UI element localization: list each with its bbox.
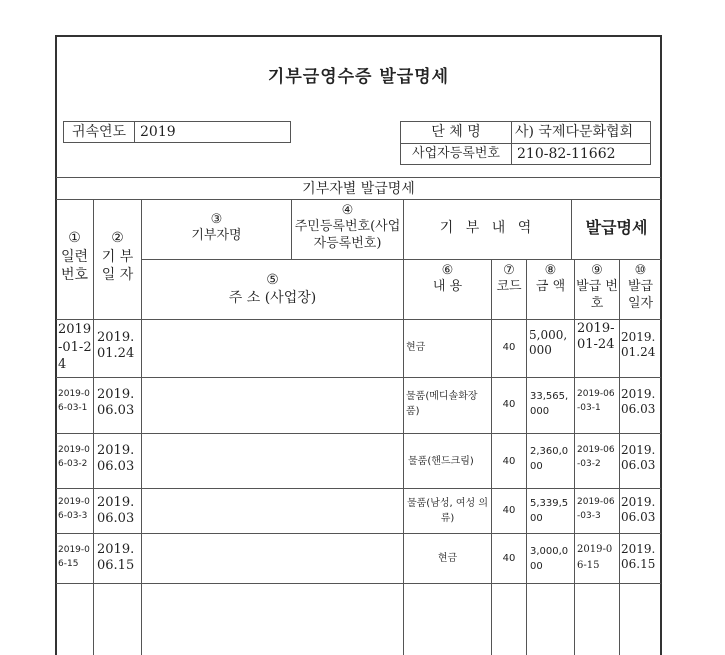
row3-issue-date: 2019.06.03 bbox=[621, 443, 656, 472]
row4-seq: 2019-06-03-3 bbox=[58, 497, 90, 521]
row1-date: 2019.01.24 bbox=[97, 330, 135, 362]
header-content: ⑥ 내 용 bbox=[432, 263, 463, 295]
row2-date: 2019.06.03 bbox=[97, 387, 135, 419]
row2-code: 40 bbox=[502, 399, 516, 410]
header-donor: ③ 기부자명 bbox=[191, 212, 242, 244]
row4-amount: 5,339,500 bbox=[530, 498, 569, 524]
row3-content: 물품(핸드크림) bbox=[408, 456, 474, 467]
row2-issue-date: 2019.06.03 bbox=[621, 387, 656, 416]
header-code: ⑦ 코드 bbox=[496, 263, 522, 295]
row1-content: 현금 bbox=[406, 342, 426, 353]
row4-content: 물품(남성, 여성 의류) bbox=[406, 498, 489, 524]
row3-amount: 2,360,000 bbox=[530, 446, 569, 472]
row5-code: 40 bbox=[502, 553, 516, 564]
row2-issue-no: 2019-06-03-1 bbox=[577, 389, 615, 413]
year-box bbox=[63, 121, 291, 143]
row3-seq: 2019-06-03-2 bbox=[58, 445, 90, 469]
org-label: 단 체 명 bbox=[431, 124, 481, 140]
row4-issue-date: 2019.06.03 bbox=[621, 495, 656, 524]
row2-content: 물품(메디솔화장품) bbox=[406, 391, 478, 417]
header-amount: ⑧ 금 액 bbox=[535, 263, 566, 295]
row2-seq: 2019-06-03-1 bbox=[58, 389, 90, 413]
row5-seq: 2019-06-15 bbox=[58, 545, 90, 569]
row5-issue-no: 2019-06-15 bbox=[577, 544, 613, 571]
row5-date: 2019.06.15 bbox=[97, 542, 135, 574]
row1-seq: 2019-01-24 bbox=[58, 322, 92, 373]
bizno-value: 210-82-11662 bbox=[517, 146, 616, 162]
row1-issue-date: 2019.01.24 bbox=[621, 330, 656, 359]
row3-issue-no: 2019-06-03-2 bbox=[577, 445, 615, 469]
row4-date: 2019.06.03 bbox=[97, 495, 135, 527]
header-id: ④ 주민등록번호(사업자등록번호) bbox=[294, 203, 401, 251]
row3-code: 40 bbox=[502, 456, 516, 467]
header-date: ② 기 부 일 자 bbox=[101, 230, 134, 283]
header-seq: ① 일련 번호 bbox=[60, 230, 89, 283]
row5-content: 현금 bbox=[437, 553, 458, 564]
row5-amount: 3,000,000 bbox=[530, 546, 569, 572]
year-value: 2019 bbox=[140, 124, 176, 140]
year-label: 귀속연도 bbox=[71, 124, 127, 140]
row1-amount: 5,000,000 bbox=[529, 328, 568, 357]
bizno-label: 사업자등록번호 bbox=[412, 146, 500, 161]
header-addr: ⑤ 주 소 (사업장) bbox=[228, 272, 317, 306]
header-issue-no: ⑨ 발급 번호 bbox=[576, 263, 618, 311]
row4-issue-no: 2019-06-03-3 bbox=[577, 497, 615, 521]
row2-amount: 33,565,000 bbox=[530, 391, 569, 417]
header-issue-date: ⑩ 발급 일자 bbox=[627, 263, 654, 311]
header-issue: 발급명세 bbox=[585, 218, 648, 237]
page-title: 기부금영수증 발급명세 bbox=[267, 67, 450, 87]
org-value: 사) 국제다문화협회 bbox=[515, 124, 634, 140]
row3-date: 2019.06.03 bbox=[97, 443, 135, 475]
org-box bbox=[400, 121, 651, 165]
row5-issue-date: 2019.06.15 bbox=[621, 542, 656, 571]
section-title: 기부자별 발급명세 bbox=[302, 181, 415, 197]
row4-code: 40 bbox=[502, 505, 516, 516]
header-detail: 기 부 내 역 bbox=[439, 220, 536, 236]
row1-issue-no: 2019-01-24 bbox=[577, 321, 615, 353]
row1-code: 40 bbox=[502, 342, 516, 353]
